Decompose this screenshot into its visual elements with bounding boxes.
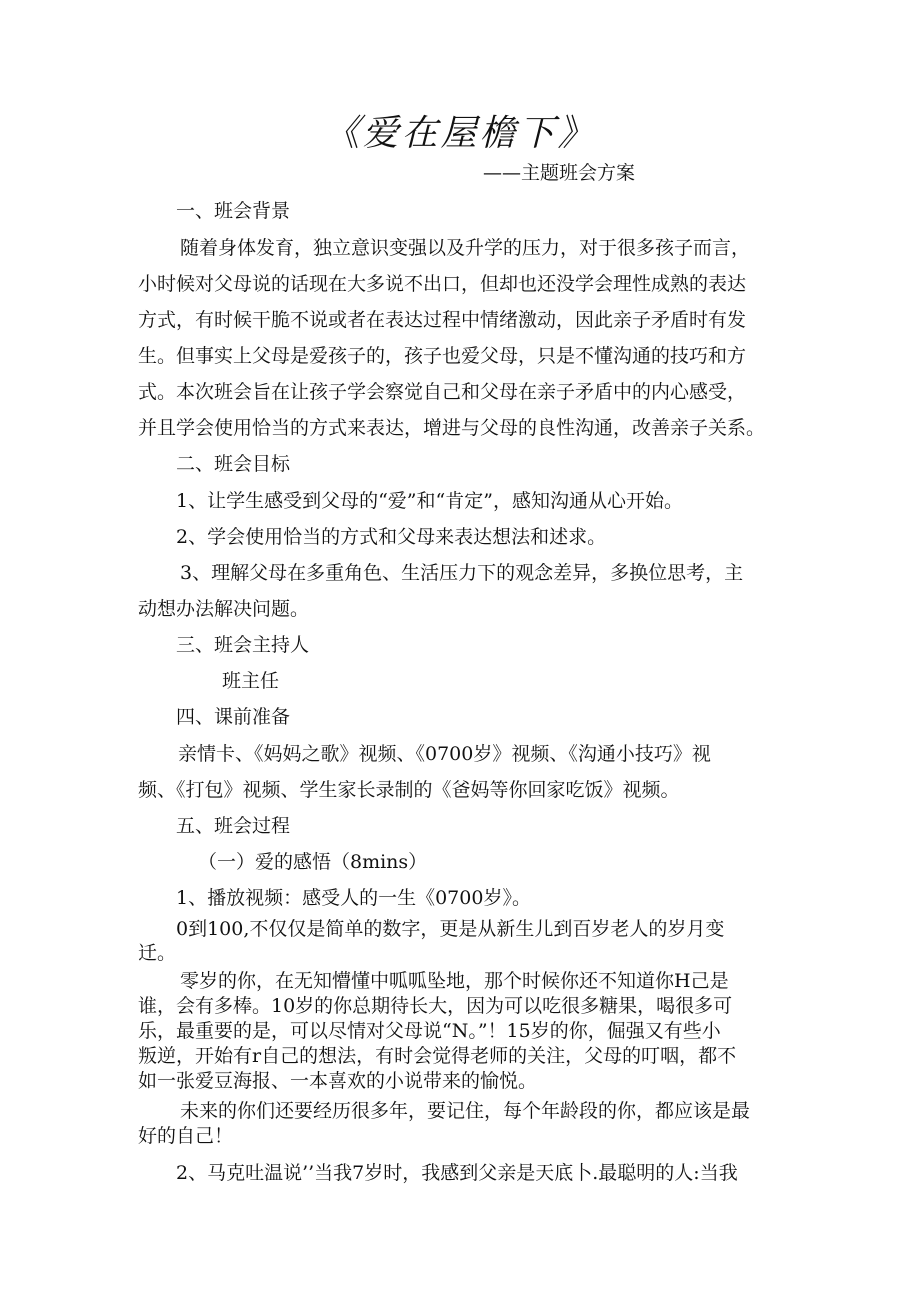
subsection-heading: （一）爱的感悟（8mins）: [198, 851, 428, 873]
paragraph-line: 亲情卡、《妈妈之歌》视频、《0700岁》视频、《沟通小技巧》视: [178, 743, 711, 765]
paragraph-line: 小时候对父母说的话现在大多说不出口，但却也还没学会理性成熟的表达: [138, 273, 747, 295]
document-subtitle: ——主题班会方案: [483, 162, 636, 184]
section-heading-process: 五、班会过程: [176, 815, 291, 837]
paragraph-line: 生。但事实上父母是爱孩子的，孩子也爱父母，只是不懂沟通的技巧和方: [138, 345, 747, 367]
paragraph-line: 迁。: [138, 942, 177, 964]
step-item: 2、马克吐温说’’当我7岁时，我感到父亲是天底卜.最聪明的人:当我: [176, 1162, 738, 1184]
paragraph-line: 频、《打包》视频、学生家长录制的《爸妈等你回家吃饭》视频。: [138, 779, 680, 801]
paragraph-line: 乐，最重要的是，可以尽情对父母说“N。”！15岁的你，倔强又有些小: [138, 1020, 721, 1042]
goal-item: 1、让学生感受到父母的“爱”和“肯定”，感知沟通从心开始。: [176, 490, 683, 512]
goal-item-continued: 动想办法解决问题。: [138, 598, 310, 620]
host-name: 班主任: [222, 670, 280, 692]
paragraph-line: 并且学会使用恰当的方式来表达，增进与父母的良性沟通，改善亲子关系。: [138, 417, 766, 439]
section-heading-preparation: 四、课前准备: [176, 706, 291, 728]
paragraph-line: 0到100,不仅仅是简单的数字，更是从新生儿到百岁老人的岁月变: [176, 918, 725, 940]
paragraph-line: 谁，会有多棒。10岁的你总期待长大，因为可以吃很多糖果，喝很多可: [138, 995, 733, 1017]
paragraph-line: 叛逆，开始有r自己的想法，有时会觉得老师的关注，父母的叮咽，都不: [138, 1045, 737, 1067]
paragraph-line: 方式，有时候干脆不说或者在表达过程中情绪激动，因此亲子矛盾时有发: [138, 309, 747, 331]
section-heading-goals: 二、班会目标: [176, 453, 291, 475]
paragraph-line: 好的自己！: [138, 1125, 234, 1147]
goal-item: 3、理解父母在多重角色、生活压力下的观念差异，多换位思考，主: [180, 562, 744, 584]
paragraph-line: 如一张爱豆海报、一本喜欢的小说带来的愉悦。: [138, 1070, 538, 1092]
section-heading-background: 一、班会背景: [176, 200, 291, 222]
goal-item: 2、学会使用恰当的方式和父母来表达想法和述求。: [176, 526, 607, 548]
section-heading-host: 三、班会主持人: [176, 634, 310, 656]
paragraph-line: 式。本次班会旨在让孩子学会察觉自己和父母在亲子矛盾中的内心感受，: [138, 381, 747, 403]
step-item: 1、播放视频：感受人的一生《0700岁》。: [176, 887, 531, 909]
paragraph-line: 随着身体发育，独立意识变强以及升学的压力，对于很多孩子而言，: [180, 237, 751, 259]
document-title: 《爱在屋檐下》: [323, 113, 597, 154]
paragraph-line: 零岁的你，在无知懵懂中呱呱坠地，那个时候你还不知道你H己是: [180, 970, 729, 992]
paragraph-line: 未来的你们还要经历很多年，要记住，每个年龄段的你，都应该是最: [180, 1100, 751, 1122]
